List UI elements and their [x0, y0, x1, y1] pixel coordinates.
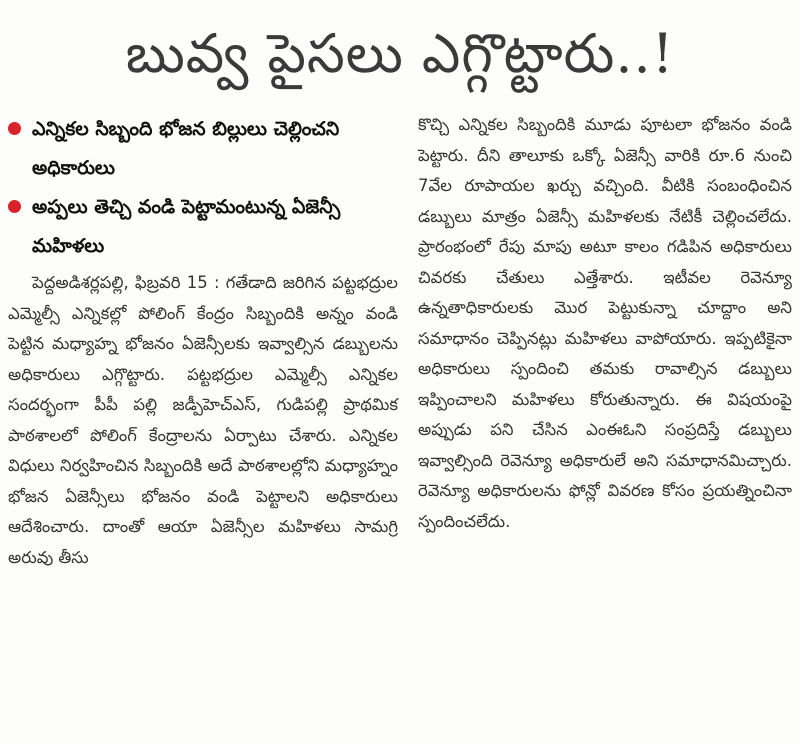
bullet-dot-icon: [8, 200, 21, 213]
bullet-text: ఎన్నికల సిబ్బంది భోజన బిల్లులు చెల్లించని అధికారులు: [32, 118, 340, 179]
article-body-part-2: కొచ్చి ఎన్నికల సిబ్బందికి మూడు పూటలా భోజనం వండి పెట్టారు. దీని తాలూకు ఒక్కో ఏజెన్సీ వారికి రూ.6 నుంచి 7వేల రూపాయల ఖర్చు వచ్చింది. వీటికి సంబంధించిన డబ్బులు మాత్రం ఏజెన్సీ మహిళలకు నేటికీ చెల్లించలేదు. ప్రారంభంలో రేపు మాపు అటూ కాలం గడిపిన అధికారులు చివరకు చేతులు ఎత్తేశారు. ఇటీవల రెవెన్యూ ఉన్నతాధికారులకు మొర పెట్టుకున్నా చూద్దాం అని సమాధానం చెప్పినట్లు మహిళలు వాపోయారు. ఇప్పటికైనా అధికారులు స్పందించి తమకు రావాల్సిన డబ్బులు ఇప్పించాలని మహిళలు కోరుతున్నారు. ఈ విషయంపై అప్పుడు పని చేసిన ఎంఈఓని సంప్రదిస్తే డబ్బులు ఇవ్వాల్సింది రెవెన్యూ అధికారులే అని సమాధానమిచ్చారు. రెవెన్యూ అధికారులను ఫోన్లో వివరణ కోసం ప్రయత్నించినా స్పందించలేదు.: [418, 115, 792, 531]
right-column: [418, 110, 792, 537]
left-column: [8, 110, 398, 573]
article-body-part-1: పెద్దఅడిశర్లపల్లి, ఫిబ్రవరి 15 : గతేడాది జరిగిన పట్టభద్రుల ఎమ్మెల్సీ ఎన్నికల్లో పోలింగ్ కేంద్రం సిబ్బందికి అన్నం వండి పెట్టిన మధ్యాహ్న భోజనం ఏజెన్సీలకు ఇవ్వాల్సిన డబ్బులను అధికారులు ఎగ్గొట్టారు. పట్టభద్రుల ఎమ్మెల్సీ ఎన్నికల సందర్భంగా పీపీ పల్లి జడ్పీహెచ్ఎస్, గుడిపల్లి ప్రాథమిక పాఠశాలలో పోలింగ్ కేంద్రాలను ఏర్పాటు చేశారు. ఎన్నికల విధులు నిర్వహించిన సిబ్బందికి అదే పాఠశాలల్లోని మధ్యాహ్నం భోజన ఏజెన్సీలు భోజనం వండి పెట్టాలని అధికారులు ఆదేశించారు. దాంతో ఆయా ఏజెన్సీల మహిళలు సామగ్రి అరువు తీసు: [8, 273, 398, 567]
bullet-dot-icon: [8, 122, 21, 135]
bullet-item-1: [8, 110, 398, 188]
headline: బువ్వ పైసలు ఎగ్గొట్టారు..!: [125, 22, 675, 85]
bullet-text: అప్పలు తెచ్చి వండి పెట్టామంటున్న ఏజెన్సీ మహిళలు: [32, 196, 341, 257]
bullet-item-2: [8, 188, 398, 266]
left-body-text: [8, 268, 398, 573]
highlight-bullets: [8, 110, 398, 266]
